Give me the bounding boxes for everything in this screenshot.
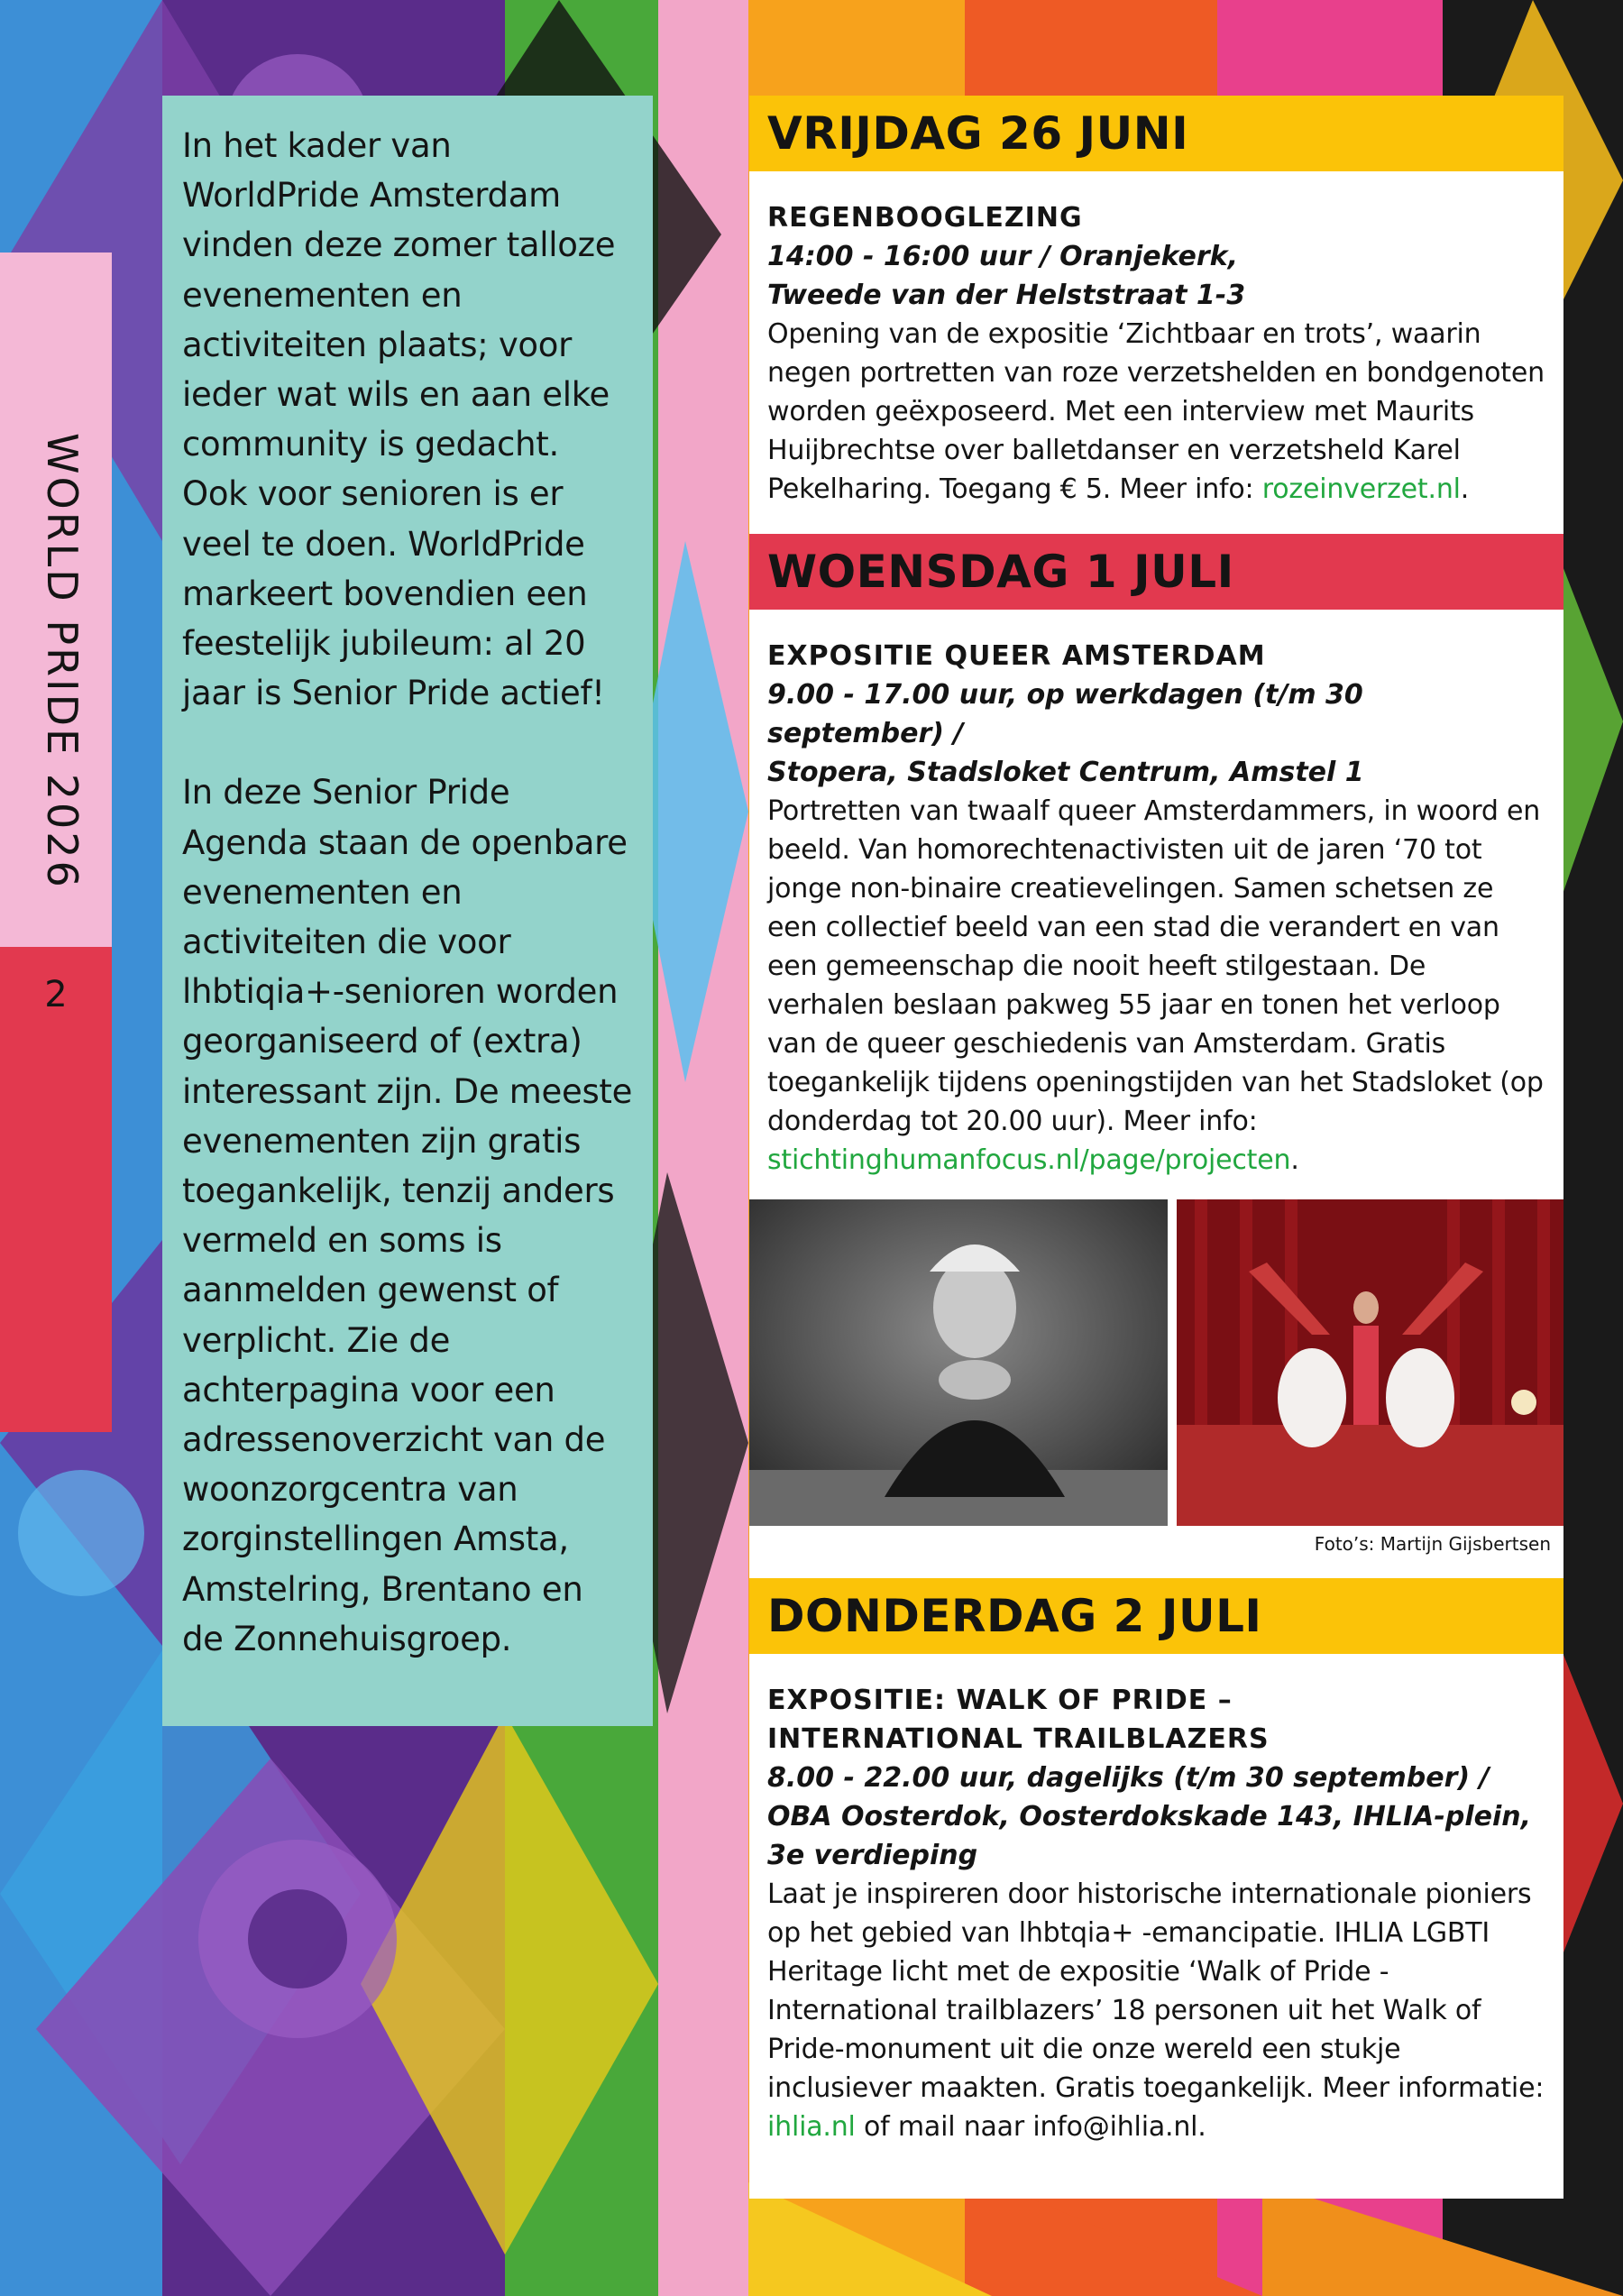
link-stichtinghumanfocus[interactable]: stichtinghumanfocus.nl/page/projecten [767, 1144, 1291, 1176]
portrait-photo [749, 1199, 1168, 1526]
event-description [767, 315, 1547, 509]
event-walk-of-pride [749, 1654, 1563, 2199]
event-title: EXPOSITIE QUEER AMSTERDAM [767, 640, 1266, 672]
page-number: 2 [44, 974, 68, 1015]
event-description-text: Portretten van twaalf queer Amsterdammers, in woord en beeld. Van homorechtenactivisten uit de jaren ‘70 tot jonge non-binaire creatievelingen. Samen schetsen ze een collectief beeld van een stad die verandert en van een gemeenschap die nooit heeft stilgestaan. De verhalen beslaan pakweg 55 jaar en tonen het verloop van de queer geschiedenis van Amsterdam. Gratis toegankelijk tijdens openingstijden van het Stadsloket (op donderdag tot 20.00 uur). Meer info: [767, 795, 1544, 1137]
event-time-location: 14:00 - 16:00 uur / Oranjekerk, [767, 241, 1239, 272]
event-time-location: Tweede van der Helststraat 1-3 [767, 280, 1246, 311]
link-rozeinverzet[interactable]: rozeinverzet.nl [1261, 473, 1461, 505]
event-title: INTERNATIONAL TRAILBLAZERS [767, 1723, 1270, 1755]
event-title: EXPOSITIE: WALK OF PRIDE – [767, 1685, 1233, 1716]
agenda-column [749, 96, 1563, 2199]
event-time-location: OBA Oosterdok, Oosterdokskade 143, IHLIA-plein, [767, 1801, 1531, 1832]
intro-paragraph-2: In deze Senior Pride Agenda staan de openbare evenementen en activiteiten die voor lhbtiqia+-senioren worden georganiseerd of (extra) interessant zijn. De meeste evenementen zijn gratis toegankelijk, tenzij anders vermeld en soms is aanmelden gewenst of verplicht. Zie de achterpagina voor een adressenoverzicht van de woonzorgcentra van zorginstellingen Amsta, Amstelring, Brentano en de Zonnehuisgroep. [182, 773, 633, 1658]
day-header-donderdag-2-juli: DONDERDAG 2 JULI [749, 1578, 1563, 1654]
event-description-text: Opening van de expositie ‘Zichtbaar en trots’, waarin negen portretten van roze verzetshelden en bondgenoten worden geëxposeerd. Met een interview met Maurits Huijbrechtse over balletdanser en verzetsheld Karel Pekelharing. Toegang € 5. Meer info: [767, 318, 1545, 505]
event-description-end: . [1460, 473, 1470, 505]
event-regenbooglezing [749, 171, 1563, 534]
side-tab-title: WORLD PRIDE 2026 [38, 433, 87, 890]
event-expositie-queer-amsterdam [749, 610, 1563, 1199]
event-description [767, 792, 1547, 1180]
day-header-vrijdag-26-juni: VRIJDAG 26 JUNI [749, 96, 1563, 171]
side-tab-red-block [0, 947, 112, 1432]
event-time-location: 8.00 - 22.00 uur, dagelijks (t/m 30 september) / [767, 1762, 1490, 1794]
performer-photo [1177, 1199, 1563, 1526]
event-time-location: Stopera, Stadsloket Centrum, Amstel 1 [767, 757, 1364, 788]
day-header-woensdag-1-juli: WOENSDAG 1 JULI [749, 534, 1563, 610]
photo-strip [749, 1199, 1563, 1578]
intro-panel [162, 96, 653, 1726]
event-time-location: 3e verdieping [767, 1840, 978, 1871]
link-ihlia[interactable]: ihlia.nl [767, 2111, 856, 2143]
event-description [767, 1875, 1547, 2146]
event-description-text: Laat je inspireren door historische internationale pioniers op het gebied van lhbtqia+ -emancipatie. IHLIA LGBTI Heritage licht met de expositie ‘Walk of Pride - International trailblazers’ 18 personen uit het Walk of Pride-monument uit die onze wereld een stukje inclusiever maakten. Gratis toegankelijk. Meer informatie: [767, 1878, 1545, 2104]
intro-paragraph-1: In het kader van WorldPride Amsterdam vinden deze zomer talloze evenementen en activiteiten plaats; voor ieder wat wils en aan elke community is gedacht. Ook voor senioren is er veel te doen. WorldPride markeert bovendien een feestelijk jubileum: al 20 jaar is Senior Pride actief! [182, 126, 616, 713]
event-description-end: of mail naar info@ihlia.nl. [855, 2111, 1206, 2143]
event-time-location: 9.00 - 17.00 uur, op werkdagen (t/m 30 september) / [767, 679, 1363, 749]
event-description-end: . [1290, 1144, 1299, 1176]
event-title: REGENBOOGLEZING [767, 202, 1083, 234]
photo-credit: Foto’s: Martijn Gijsbertsen [1314, 1533, 1551, 1555]
